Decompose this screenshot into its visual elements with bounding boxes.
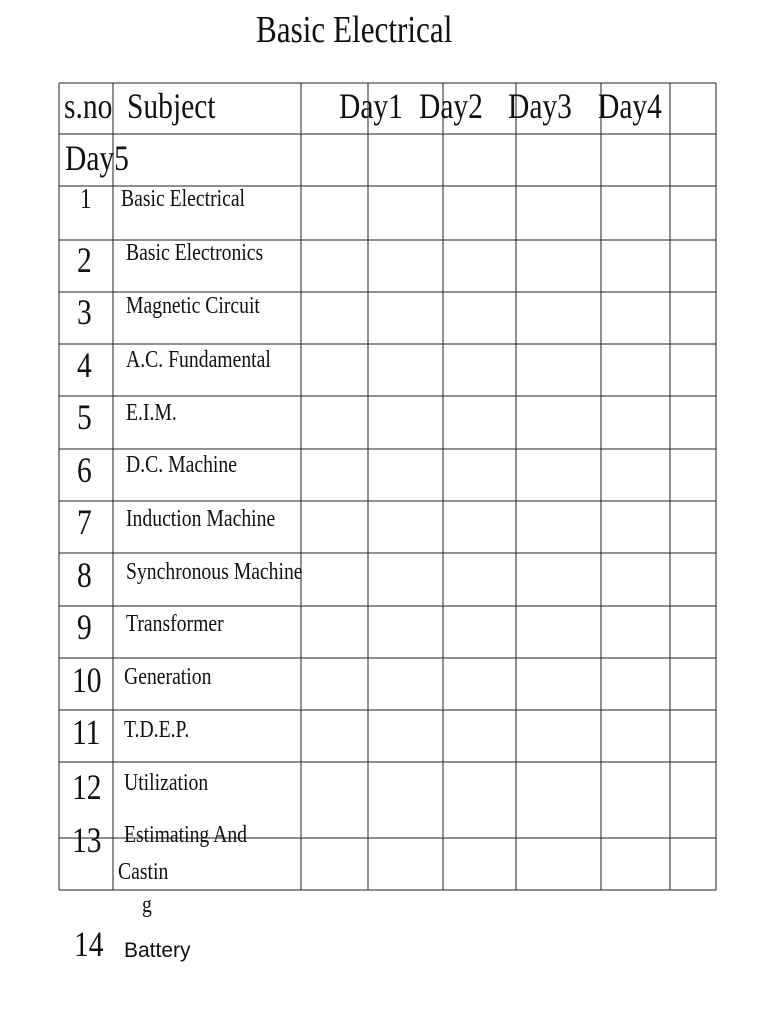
row-sno: 9: [77, 607, 92, 647]
row-subject: Generation: [124, 664, 212, 690]
row-subject: Basic Electronics: [126, 240, 264, 266]
header-day3: Day3: [508, 86, 572, 126]
row-subject: Battery: [124, 939, 191, 962]
row-subject: A.C. Fundamental: [126, 347, 271, 373]
row-sno: 14: [74, 924, 104, 964]
row-sno: 11: [72, 712, 101, 752]
row-subject-continued: Castin: [118, 859, 169, 885]
row-sno: 10: [72, 660, 102, 700]
row-subject: Synchronous Machine: [126, 559, 303, 585]
header-day1: Day1: [339, 86, 403, 126]
row-subject: Transformer: [126, 611, 224, 637]
row-sno: 7: [77, 502, 92, 542]
header-subject: Subject: [127, 86, 216, 126]
row-subject: Induction Machine: [126, 506, 276, 532]
row-subject-continued: g: [142, 892, 152, 918]
header-day4: Day4: [598, 86, 662, 126]
row-sno: 8: [77, 555, 92, 595]
row-subject: Magnetic Circuit: [126, 293, 260, 319]
row-sno: 3: [77, 292, 92, 332]
row-sno: 13: [72, 820, 102, 860]
row-sno: 6: [77, 450, 92, 490]
row-sno: 12: [72, 767, 102, 807]
row-sno: 4: [77, 345, 92, 385]
header-day5: Day5: [65, 138, 129, 178]
row-subject: E.I.M.: [126, 400, 177, 426]
page-title: Basic Electrical: [256, 9, 453, 51]
row-subject: Estimating And: [124, 822, 247, 848]
row-sno: 5: [77, 397, 92, 437]
row-sno: 1: [80, 184, 92, 215]
row-subject: D.C. Machine: [126, 452, 237, 478]
header-day2: Day2: [419, 86, 483, 126]
row-subject: Utilization: [124, 770, 209, 796]
header-sno: s.no: [64, 86, 113, 126]
row-subject: T.D.E.P.: [124, 717, 190, 743]
row-sno: 2: [77, 240, 92, 280]
row-subject: Basic Electrical: [121, 186, 246, 212]
